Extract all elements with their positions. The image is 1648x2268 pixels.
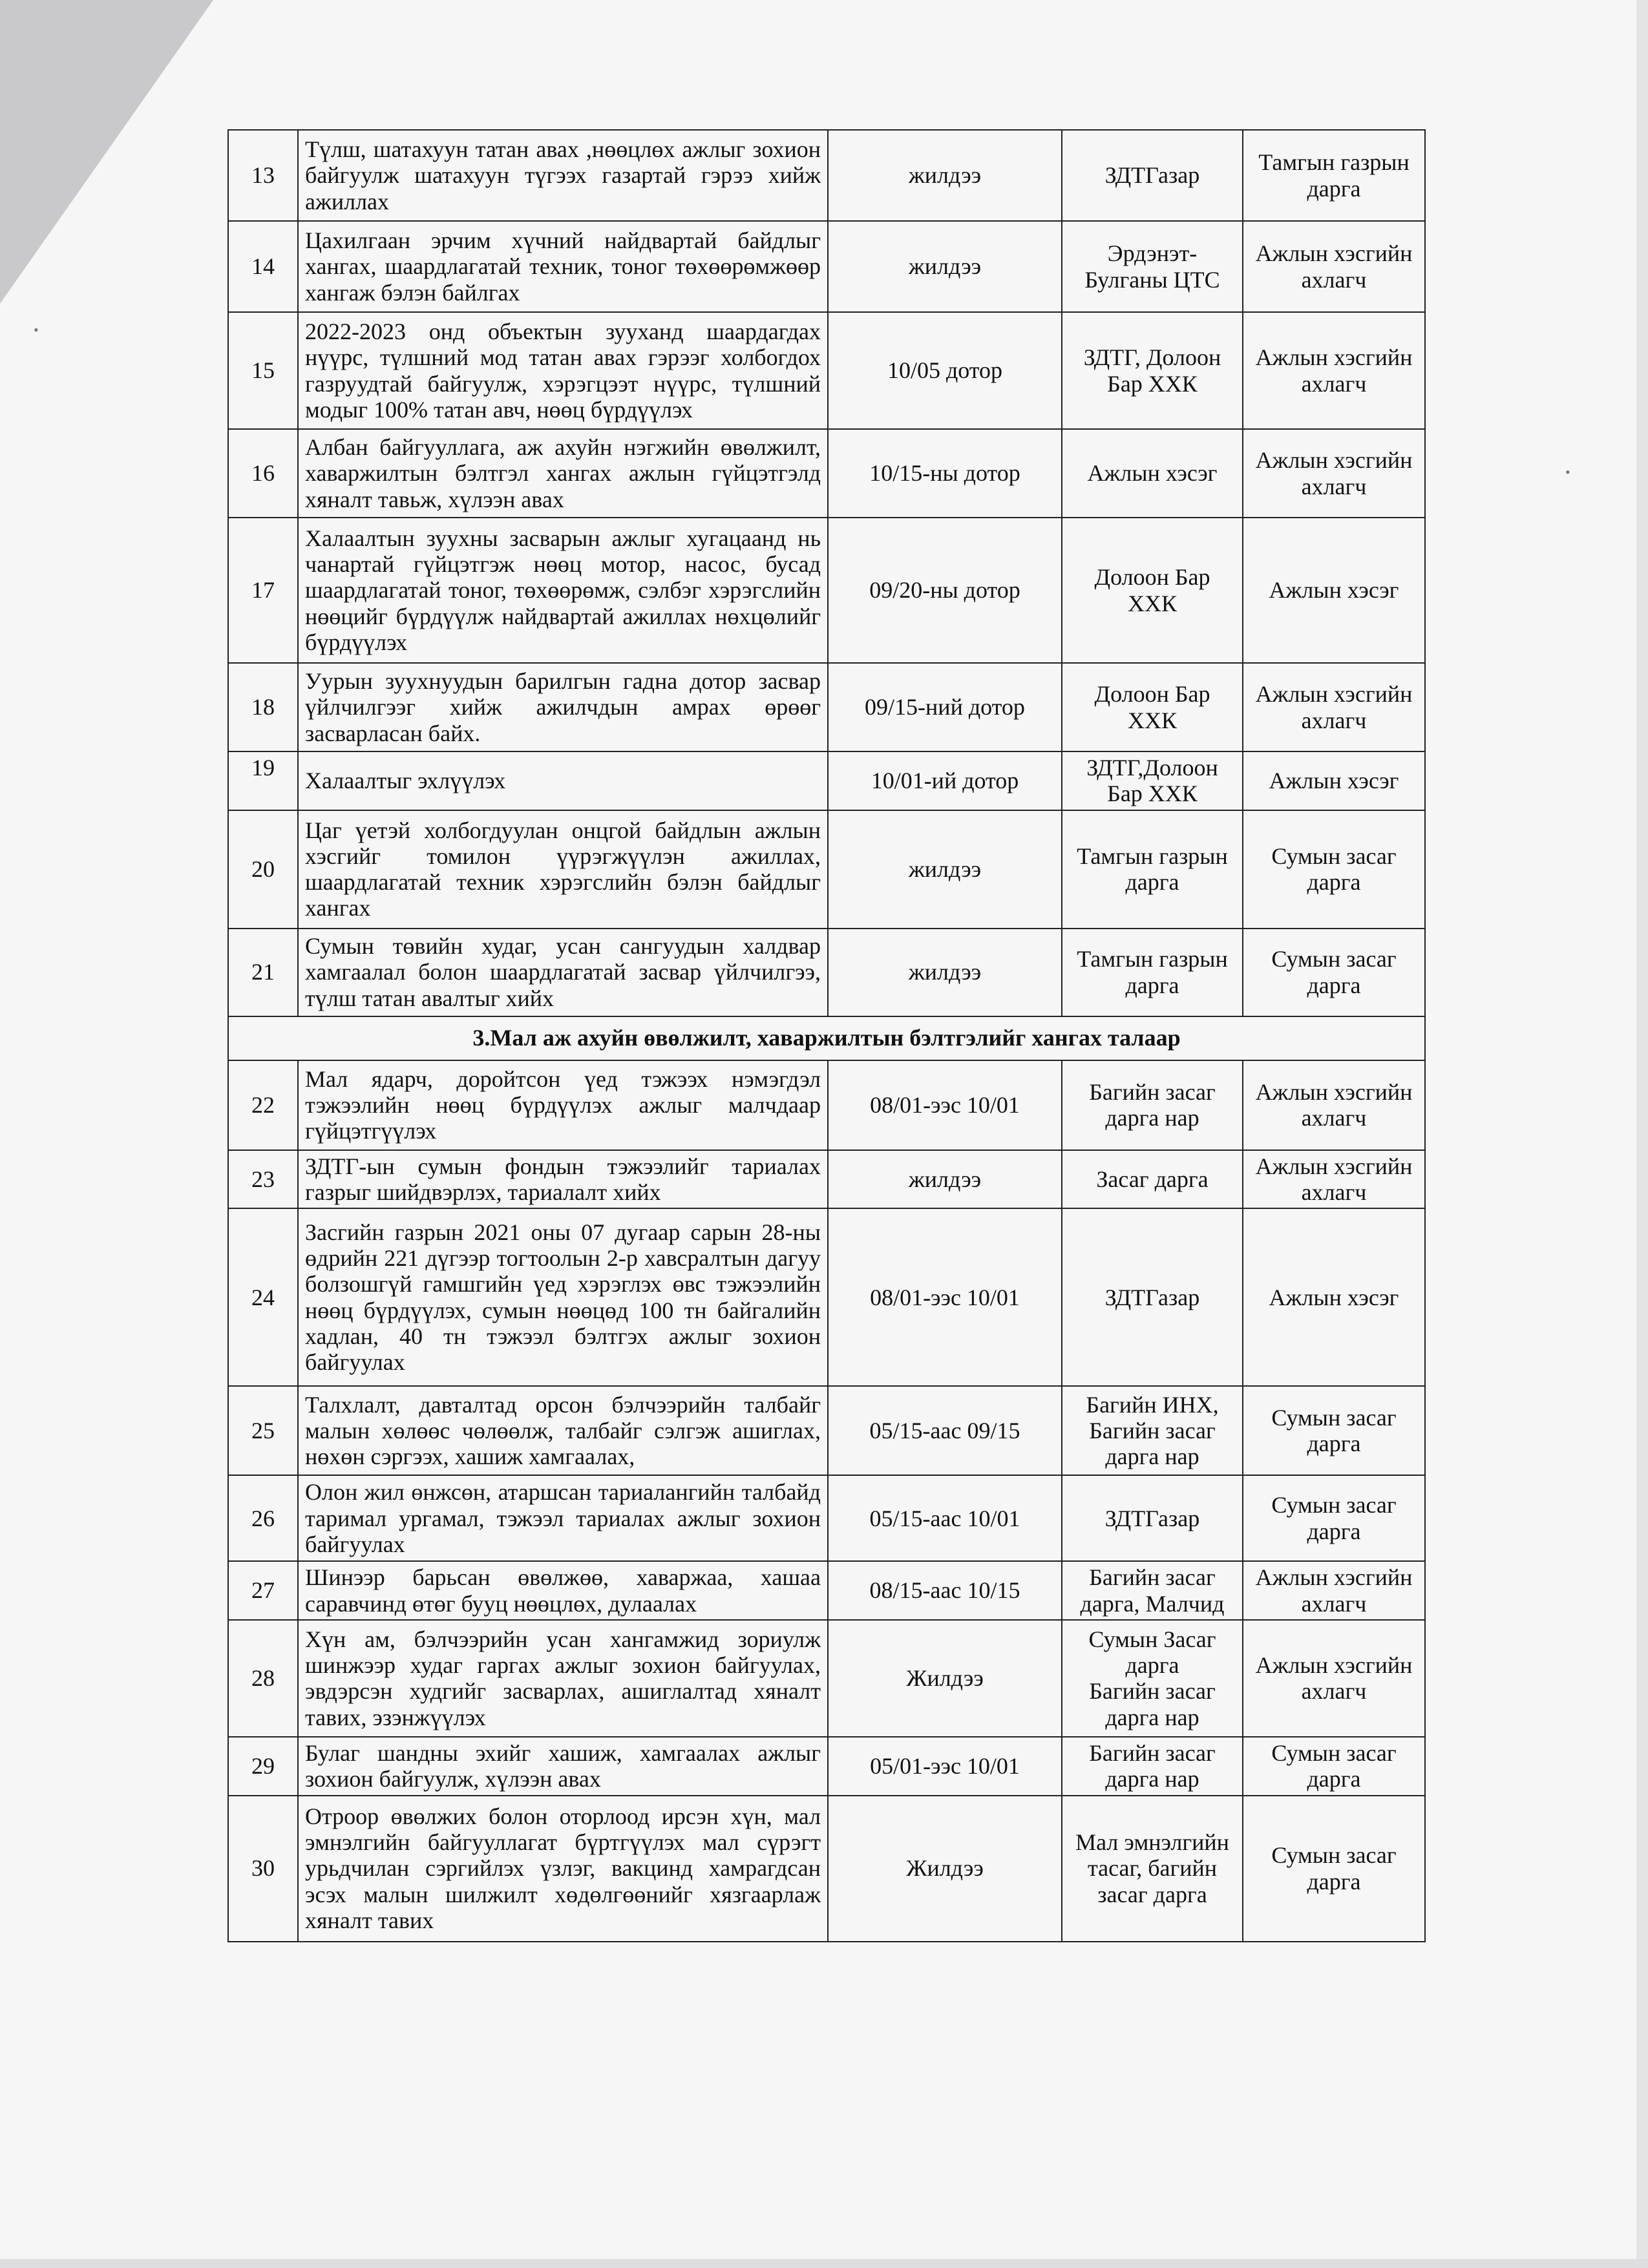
deadline: 08/01-ээс 10/01	[828, 1208, 1062, 1386]
responsible-line: Сумын Засаг дарга	[1088, 1626, 1216, 1679]
table-row	[228, 518, 1425, 663]
row-number: 16	[228, 429, 298, 518]
page-right-edge-shadow	[1636, 0, 1648, 2268]
deadline: 05/01-ээс 10/01	[828, 1737, 1062, 1796]
supervisor: Ажлын хэсэг	[1243, 518, 1425, 663]
deadline: Жилдээ	[828, 1796, 1062, 1942]
task-description: 2022-2023 онд объектын зууханд шаардагдах нүүрс, түлшний мод татан авах гэрээг холбогдох газруудтай байгуулж, хэрэгцээт нүүрс, түлшний модыг 100% татан авч, нөөц бүрдүүлэх	[298, 312, 828, 429]
deadline: 05/15-аас 09/15	[828, 1386, 1062, 1475]
scan-speck: •	[1565, 464, 1570, 480]
row-number: 26	[228, 1475, 298, 1561]
task-description: Халаалтыг эхлүүлэх	[298, 751, 828, 810]
responsible: Тамгын газрын дарга	[1062, 810, 1243, 929]
row-number: 27	[228, 1561, 298, 1620]
responsible: Тамгын газрын дарга	[1062, 929, 1243, 1016]
task-description: Хүн ам, бэлчээрийн усан хангамжид зориулж шинжээр худаг гаргах ажлыг зохион байгуулах, эвдэрсэн худгийг засварлах, ашиглалтад хяналт тавих, эзэнжүүлэх	[298, 1620, 828, 1737]
deadline: 08/01-ээс 10/01	[828, 1060, 1062, 1150]
table-row	[228, 1475, 1425, 1561]
row-number: 24	[228, 1208, 298, 1386]
task-description: ЗДТГ-ын сумын фондын тэжээлийг тариалах газрыг шийдвэрлэх, тариалалт хийх	[298, 1150, 828, 1209]
deadline: жилдээ	[828, 1150, 1062, 1209]
table-row	[228, 929, 1425, 1016]
table-row	[228, 1737, 1425, 1796]
responsible: Багийн засаг дарга нар	[1062, 1060, 1243, 1150]
task-description: Уурын зуухнуудын барилгын гадна дотор засвар үйлчилгээг хийж ажилчдын амрах өрөөг засварласан байх.	[298, 663, 828, 751]
deadline: жилдээ	[828, 130, 1062, 221]
task-description: Сумын төвийн худаг, усан сангуудын халдвар хамгаалал болон шаардлагатай засвар үйлчилгээ, түлш татан авалтыг хийх	[298, 929, 828, 1016]
supervisor: Ажлын хэсгийн ахлагч	[1243, 312, 1425, 429]
row-number: 22	[228, 1060, 298, 1150]
task-description: Олон жил өнжсөн, атаршсан тариалангийн талбайд таримал ургамал, тэжээл тариалах ажлыг зохион байгуулах	[298, 1475, 828, 1561]
table-row	[228, 663, 1425, 751]
row-number: 19	[228, 751, 298, 810]
deadline: 05/15-аас 10/01	[828, 1475, 1062, 1561]
page-bottom-edge-shadow	[0, 2259, 1648, 2268]
row-number: 15	[228, 312, 298, 429]
table-row	[228, 1386, 1425, 1475]
responsible: Засаг дарга	[1062, 1150, 1243, 1209]
task-description: Шинээр барьсан өвөлжөө, хаваржаа, хашаа саравчинд өтөг бууц нөөцлөх, дулаалах	[298, 1561, 828, 1620]
supervisor: Сумын засаг дарга	[1243, 929, 1425, 1016]
supervisor: Ажлын хэсэг	[1243, 1208, 1425, 1386]
row-number: 28	[228, 1620, 298, 1737]
scan-speck: •	[34, 322, 39, 338]
deadline: жилдээ	[828, 221, 1062, 312]
row-number: 18	[228, 663, 298, 751]
responsible: Мал эмнэлгийн тасаг, багийн засаг дарга	[1062, 1796, 1243, 1942]
table-row	[228, 810, 1425, 929]
action-plan-table	[227, 129, 1426, 1942]
responsible: ЗДТГазар	[1062, 1208, 1243, 1386]
responsible	[1062, 1620, 1243, 1737]
task-description: Халаалтын зуухны засварын ажлыг хугацаанд нь чанартай гүйцэтгэж нөөц мотор, насос, бусад шаардлагатай тоног, төхөөрөмж, сэлбэг хэрэгслийн нөөцийг бүрдүүлж найдвартай ажиллах нөхцөлийг бүрдүүлэх	[298, 518, 828, 663]
row-number: 23	[228, 1150, 298, 1209]
responsible: Багийн ИНХ, Багийн засаг дарга нар	[1062, 1386, 1243, 1475]
task-description: Албан байгууллага, аж ахуйн нэгжийн өвөлжилт, хаваржилтын бэлтгэл хангах ажлын гүйцэтгэлд хяналт тавьж, хүлээн авах	[298, 429, 828, 518]
supervisor: Сумын засаг дарга	[1243, 1796, 1425, 1942]
row-number: 29	[228, 1737, 298, 1796]
deadline: 09/20-ны дотор	[828, 518, 1062, 663]
responsible: ЗДТГазар	[1062, 1475, 1243, 1561]
supervisor: Ажлын хэсгийн ахлагч	[1243, 221, 1425, 312]
table-row	[228, 1060, 1425, 1150]
table-row	[228, 130, 1425, 221]
deadline: 10/15-ны дотор	[828, 429, 1062, 518]
deadline: 08/15-аас 10/15	[828, 1561, 1062, 1620]
row-number: 13	[228, 130, 298, 221]
supervisor: Ажлын хэсгийн ахлагч	[1243, 663, 1425, 751]
table-row	[228, 1561, 1425, 1620]
row-number: 21	[228, 929, 298, 1016]
task-description: Түлш, шатахуун татан авах ,нөөцлөх ажлыг зохион байгуулж шатахуун түгээх газартай гэрээ хийж ажиллах	[298, 130, 828, 221]
deadline: жилдээ	[828, 810, 1062, 929]
task-description: Мал ядарч, доройтсон үед тэжээх нэмэгдэл тэжээлийн нөөц бүрдүүлэх ажлыг малчдаар гүйцэтгүүлэх	[298, 1060, 828, 1150]
task-description: Цаг үетэй холбогдуулан онцгой байдлын ажлын хэсгийг томилон үүрэгжүүлэн ажиллах, шаардлагатай техник хэрэгслийн бэлэн байдлыг хангах	[298, 810, 828, 929]
table-row	[228, 1150, 1425, 1209]
supervisor: Ажлын хэсгийн ахлагч	[1243, 1620, 1425, 1737]
task-description: Булаг шандны эхийг хашиж, хамгаалах ажлыг зохион байгуулж, хүлээн авах	[298, 1737, 828, 1796]
section-heading: 3.Мал аж ахуйн өвөлжилт, хаваржилтын бэлтгэлийг хангах талаар	[228, 1016, 1425, 1060]
supervisor: Сумын засаг дарга	[1243, 810, 1425, 929]
table-row	[228, 1796, 1425, 1942]
folded-page-corner	[0, 0, 213, 304]
row-number: 30	[228, 1796, 298, 1942]
task-description: Цахилгаан эрчим хүчний найдвартай байдлыг хангах, шаардлагатай техник, тоног төхөөрөмжөөр хангаж бэлэн байлгах	[298, 221, 828, 312]
responsible: ЗДТГ,Долоон Бар ХХК	[1062, 751, 1243, 810]
responsible: ЗДТГазар	[1062, 130, 1243, 221]
table-row	[228, 429, 1425, 518]
row-number: 25	[228, 1386, 298, 1475]
deadline: Жилдээ	[828, 1620, 1062, 1737]
supervisor: Ажлын хэсэг	[1243, 751, 1425, 810]
supervisor: Ажлын хэсгийн ахлагч	[1243, 429, 1425, 518]
row-number: 14	[228, 221, 298, 312]
supervisor: Сумын засаг дарга	[1243, 1737, 1425, 1796]
responsible: Долоон Бар ХХК	[1062, 518, 1243, 663]
responsible: Долоон Бар ХХК	[1062, 663, 1243, 751]
table-row	[228, 221, 1425, 312]
supervisor: Тамгын газрын дарга	[1243, 130, 1425, 221]
supervisor: Ажлын хэсгийн ахлагч	[1243, 1060, 1425, 1150]
task-description: Талхлалт, давталтад орсон бэлчээрийн талбайг малын хөлөөс чөлөөлж, талбайг сэлгэж ашиглах, нөхөн сэргээх, хашиж хамгаалах,	[298, 1386, 828, 1475]
responsible: Эрдэнэт-Булганы ЦТС	[1062, 221, 1243, 312]
deadline: 09/15-ний дотор	[828, 663, 1062, 751]
supervisor: Сумын засаг дарга	[1243, 1475, 1425, 1561]
responsible: Багийн засаг дарга, Малчид	[1062, 1561, 1243, 1620]
table-row	[228, 1208, 1425, 1386]
task-description: Отроор өвөлжих болон оторлоод ирсэн хүн, мал эмнэлгийн байгууллагат бүртгүүлэх мал сүрэгт урьдчилан сэргийлэх үзлэг, вакцинд хамрагдсан эсэх малын шилжилт хөдөлгөөнийг хязгаарлаж хяналт тавих	[298, 1796, 828, 1942]
deadline: жилдээ	[828, 929, 1062, 1016]
supervisor: Ажлын хэсгийн ахлагч	[1243, 1150, 1425, 1209]
row-number: 17	[228, 518, 298, 663]
responsible: ЗДТГ, Долоон Бар ХХК	[1062, 312, 1243, 429]
deadline: 10/01-ий дотор	[828, 751, 1062, 810]
deadline: 10/05 дотор	[828, 312, 1062, 429]
responsible: Ажлын хэсэг	[1062, 429, 1243, 518]
supervisor: Ажлын хэсгийн ахлагч	[1243, 1561, 1425, 1620]
table-row	[228, 751, 1425, 810]
table-row	[228, 312, 1425, 429]
responsible: Багийн засаг дарга нар	[1062, 1737, 1243, 1796]
responsible-line: Багийн засаг дарга нар	[1089, 1678, 1216, 1730]
task-description: Засгийн газрын 2021 оны 07 дугаар сарын 28-ны өдрийн 221 дүгээр тогтоолын 2-р хавсралтын дагуу болзошгүй гамшгийн үед хэрэглэх өвс тэжээлийн нөөц бүрдүүлэх, сумын нөөцөд 100 тн байгалийн хадлан, 40 тн тэжээл бэлтгэх ажлыг зохион байгуулах	[298, 1208, 828, 1386]
section-heading-row	[228, 1016, 1425, 1060]
supervisor: Сумын засаг дарга	[1243, 1386, 1425, 1475]
table-row	[228, 1620, 1425, 1737]
row-number: 20	[228, 810, 298, 929]
